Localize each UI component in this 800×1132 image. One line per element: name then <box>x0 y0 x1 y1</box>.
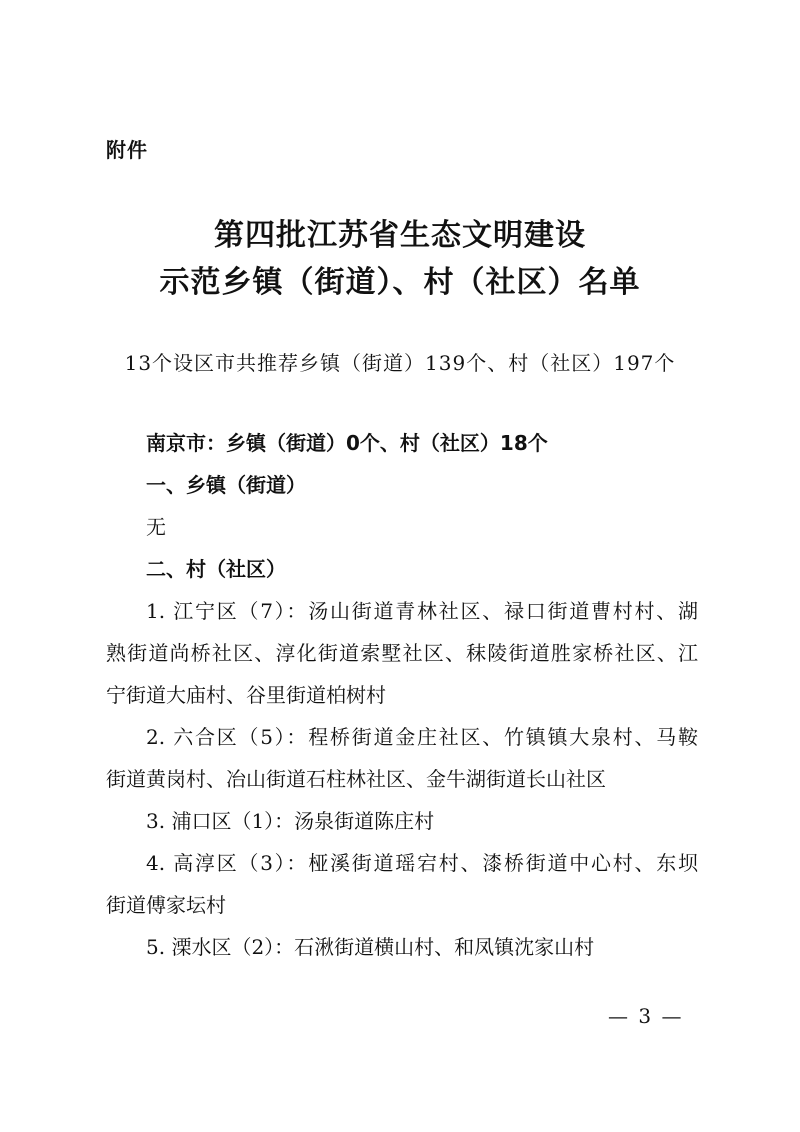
list-line: 2. 六合区（5）：程桥街道金庄社区、竹镇镇大泉村、马鞍 <box>146 725 698 749</box>
summary-line: 13个设区市共推荐乡镇（街道）139个、村（社区）197个 <box>124 351 676 375</box>
list-line: 街道傅家坛村 <box>106 893 226 917</box>
list-line: 3. 浦口区（1）：汤泉街道陈庄村 <box>146 809 435 833</box>
attachment-label: 附件 <box>106 138 148 162</box>
document-title-line-2: 示范乡镇（街道）、村（社区）名单 <box>159 265 641 300</box>
page-number: — 3 — <box>608 1004 684 1028</box>
list-line: 宁街道大庙村、谷里街道柏树村 <box>106 683 386 707</box>
list-line: 4. 高淳区（3）：桠溪街道瑶宕村、漆桥街道中心村、东坝 <box>146 851 698 875</box>
city-heading: 南京市：乡镇（街道）0个、村（社区）18个 <box>146 431 548 455</box>
list-line: 街道黄岗村、冶山街道石柱林社区、金牛湖街道长山社区 <box>106 767 606 791</box>
villages-heading: 二、村（社区） <box>146 557 286 581</box>
city-section <box>106 422 698 968</box>
towns-value: 无 <box>146 515 166 539</box>
list-line: 5. 溧水区（2）：石湫街道横山村、和凤镇沈家山村 <box>146 935 595 959</box>
towns-heading: 一、乡镇（街道） <box>146 473 306 497</box>
list-line: 熟街道尚桥社区、淳化街道索墅社区、秣陵街道胜家桥社区、江 <box>106 641 698 665</box>
document-title-line-1: 第四批江苏省生态文明建设 <box>214 218 586 253</box>
list-line: 1. 江宁区（7）：汤山街道青林社区、禄口街道曹村村、湖 <box>146 599 698 623</box>
